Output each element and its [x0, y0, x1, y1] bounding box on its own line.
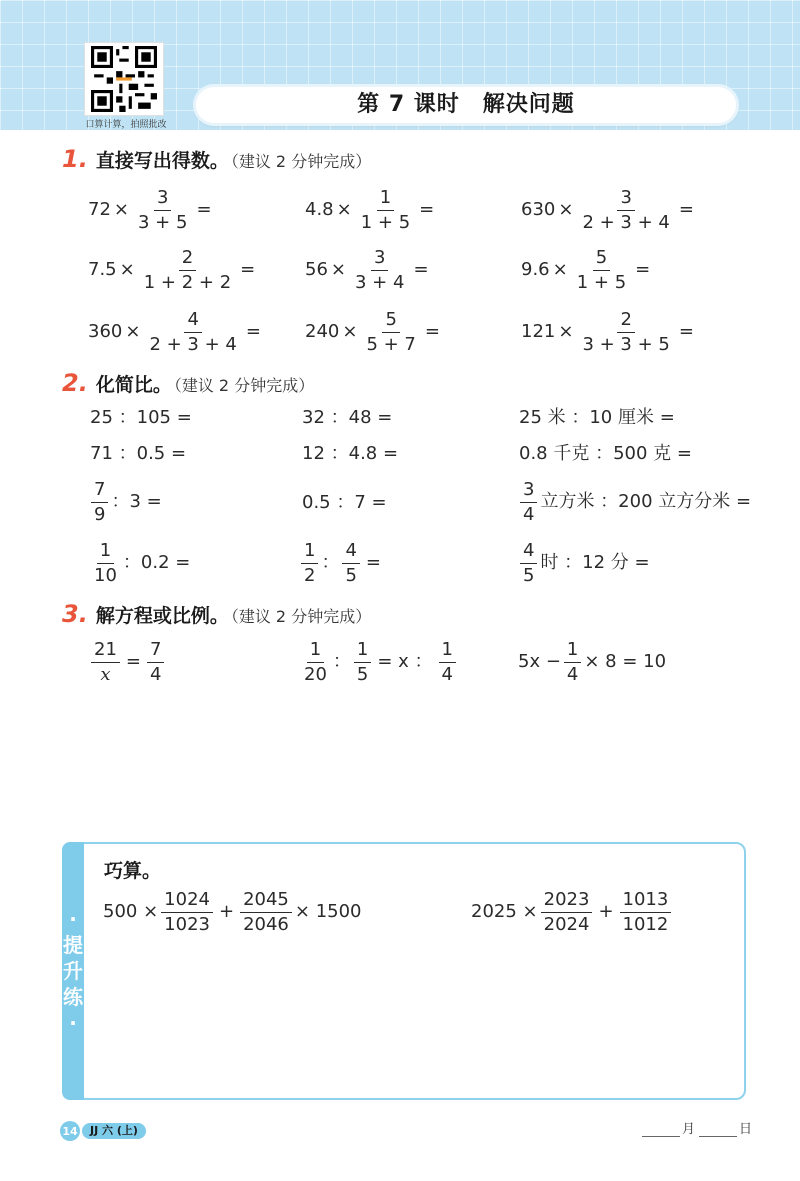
qr-code[interactable] — [84, 42, 164, 116]
s1-item-5: 56 × $\frac{3}{3 + 4}$ = — [305, 247, 429, 293]
s1-item-9: 121 × $\frac{2}{3 + 3 + 5}$ = — [521, 309, 694, 355]
grade-tag: JJ 六 (上) — [82, 1123, 146, 1139]
section-2-hint: （建议 2 分钟完成） — [173, 376, 315, 395]
page-title: 第 7 课时 解决问题 — [196, 87, 736, 123]
s2-item-3: 25 米 ：10 厘米 = — [519, 407, 675, 428]
tisheng-box — [62, 842, 746, 1100]
s2-item-12: $\frac{4}{5}$ 时 ：12 分 = — [517, 541, 650, 586]
day-label: 日 — [739, 1122, 753, 1137]
tisheng-problem-2: 2025 × $\frac{2023}{2024}$ + $\frac{1013}{1012}$ — [471, 890, 674, 935]
s1-item-8: 240 × $\frac{5}{5 + 7}$ = — [305, 309, 440, 355]
section-1-title: 直接写出得数。 — [95, 150, 229, 172]
s2-item-7: $\frac{7}{9}$ ：3 = — [88, 480, 162, 525]
day-blank[interactable] — [699, 1123, 737, 1137]
s2-item-4: 71 ：0.5 = — [90, 443, 187, 464]
section-3-hint: （建议 2 分钟完成） — [230, 607, 372, 626]
qr-caption: 口算计算，拍照批改 — [85, 120, 167, 130]
section-2-title: 化简比。 — [95, 374, 172, 396]
s2-item-10: $\frac{1}{10}$ ：0.2 = — [94, 540, 191, 586]
page-number: 14 — [60, 1121, 80, 1141]
s2-item-11: $\frac{1}{2}$ ： $\frac{4}{5}$ = — [298, 541, 384, 586]
date-fields — [642, 1118, 752, 1137]
tisheng-title: 巧算。 — [104, 860, 162, 882]
s3-eq-1: $\frac{21}{x}$ = $\frac{7}{4}$ — [88, 640, 167, 685]
s2-item-9: $\frac{3}{4}$ 立方米 ：200 立方分米 = — [517, 480, 751, 525]
s3-eq-3: 5x − $\frac{1}{4}$ × 8 = 10 — [518, 639, 667, 685]
s2-item-5: 12 ：4.8 = — [302, 443, 399, 464]
month-label: 月 — [682, 1122, 696, 1137]
tisheng-problem-1: 500 × $\frac{1024}{1023}$ + $\frac{2045}{2046}$ × 1500 — [103, 889, 362, 935]
s2-item-8: 0.5 ：7 = — [302, 492, 387, 513]
s2-item-1: 25 ：105 = — [90, 407, 192, 428]
s3-eq-2: $\frac{1}{20}$ ： $\frac{1}{5}$ = x ： $\frac{1}{4}$ — [298, 640, 459, 685]
qr-code-icon — [88, 46, 160, 112]
s2-item-6: 0.8 千克 ：500 克 = — [519, 443, 692, 464]
s1-item-2: 4.8 × $\frac{1}{1 + 5}$ = — [305, 187, 435, 233]
s1-item-4: 7.5 × $\frac{2}{1 + 2 + 2}$ = — [88, 247, 256, 293]
section-1-heading — [62, 144, 371, 174]
section-3-number: 3. — [62, 600, 88, 628]
s1-item-3: 630 × $\frac{3}{2 + 3 + 4}$ = — [521, 187, 694, 233]
month-blank[interactable] — [642, 1123, 680, 1137]
section-3-heading — [62, 599, 371, 629]
s1-item-6: 9.6 × $\frac{5}{1 + 5}$ = — [521, 247, 651, 293]
section-2-number: 2. — [62, 369, 88, 397]
s1-item-1: 72 × $\frac{3}{3 + 5}$ = — [88, 187, 212, 233]
footer-page-info — [60, 1121, 146, 1141]
section-2-heading — [62, 368, 314, 398]
tisheng-tab: · 提 升 练 · — [62, 842, 84, 1100]
s1-item-7: 360 × $\frac{4}{2 + 3 + 4}$ = — [88, 309, 261, 355]
section-1-number: 1. — [62, 145, 88, 173]
s2-item-2: 32 ：48 = — [302, 407, 393, 428]
section-3-title: 解方程或比例。 — [95, 605, 229, 627]
section-1-hint: （建议 2 分钟完成） — [230, 152, 372, 171]
